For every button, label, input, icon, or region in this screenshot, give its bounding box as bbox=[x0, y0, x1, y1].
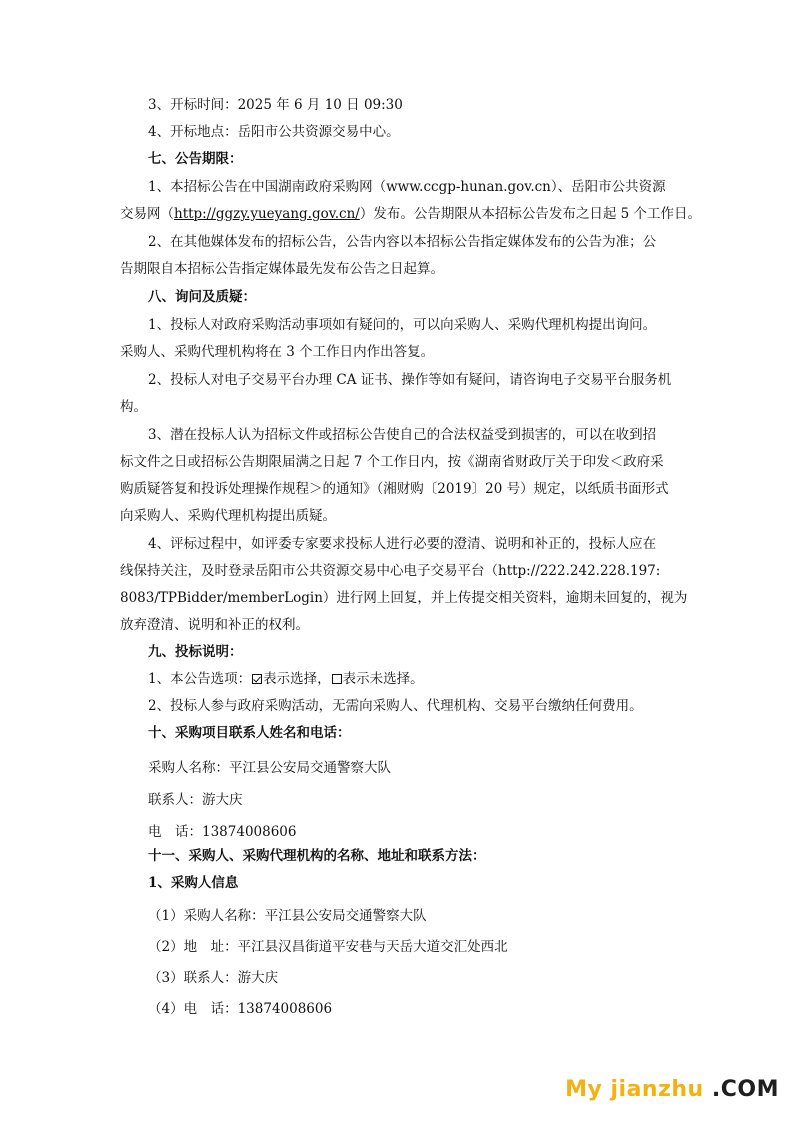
section-8-para2-line2: 构。 bbox=[120, 399, 147, 415]
section-8-para2-line1: 2、投标人对电子交易平台办理 CA 证书、操作等如有疑问，请咨询电子交易平台服务机 bbox=[148, 372, 672, 388]
section-11-heading: 十一、采购人、采购代理机构的名称、地址和联系方法： bbox=[148, 848, 486, 864]
section-7-para1-line2 bbox=[120, 205, 701, 223]
section-8-heading: 八、询问及质疑： bbox=[148, 289, 256, 305]
para-text: 交易网（ bbox=[120, 206, 174, 222]
section-9-para2: 2、投标人参与政府采购活动，无需向采购人、代理机构、交易平台缴纳任何费用。 bbox=[148, 698, 643, 714]
site-watermark bbox=[565, 1077, 779, 1102]
para-text: 1、本公告选项： bbox=[148, 671, 252, 687]
section-8-para3-line4: 向采购人、采购代理机构提出质疑。 bbox=[120, 508, 336, 524]
section-8-para1-line2: 采购人、采购代理机构将在 3 个工作日内作出答复。 bbox=[120, 344, 435, 360]
section-9-heading: 九、投标说明： bbox=[148, 644, 243, 660]
bid-opening-location: 4、开标地点：岳阳市公共资源交易中心。 bbox=[148, 124, 400, 140]
buyer-info-phone: （4）电 话：13874008606 bbox=[148, 1001, 333, 1017]
para-text: ）发布。公告期限从本招标公告发布之日起 5 个工作日。 bbox=[359, 206, 702, 222]
contact-phone: 电 话：13874008606 bbox=[148, 824, 297, 840]
section-8-para4-line3: 8083/TPBidder/memberLogin）进行网上回复，并上传提交相关资料，逾期未回复的，视为 bbox=[120, 590, 688, 606]
unchecked-box-icon bbox=[332, 674, 342, 684]
section-7-para2-line1: 2、在其他媒体发布的招标公告，公告内容以本招标公告指定媒体发布的公告为准；公 bbox=[148, 234, 657, 250]
para-text: 表示未选择。 bbox=[342, 671, 424, 687]
watermark-part2: .COM bbox=[703, 1077, 779, 1102]
section-8-para4-line2: 线保持关注，及时登录岳阳市公共资源交易中心电子交易平台（http://222.242.228.197: bbox=[120, 563, 661, 579]
section-11-sub1-heading: 1、采购人信息 bbox=[148, 875, 239, 891]
section-10-heading: 十、采购项目联系人姓名和电话： bbox=[148, 725, 351, 741]
checked-box-icon bbox=[252, 674, 262, 684]
section-8-para3-line1: 3、潜在投标人认为招标文件或招标公告使自己的合法权益受到损害的，可以在收到招 bbox=[148, 427, 657, 443]
section-8-para1-line1: 1、投标人对政府采购活动事项如有疑问的，可以向采购人、采购代理机构提出询问。 bbox=[148, 317, 657, 333]
buyer-info-address: （2）地 址：平江县汉昌街道平安巷与天岳大道交汇处西北 bbox=[148, 939, 508, 955]
ggzy-link[interactable]: http://ggzy.yueyang.gov.cn/ bbox=[174, 206, 360, 222]
bid-opening-time: 3、开标时间：2025 年 6 月 10 日 09:30 bbox=[148, 97, 403, 113]
contact-buyer-name: 采购人名称：平江县公安局交通警察大队 bbox=[148, 760, 391, 776]
section-8-para3-line2: 标文件之日或招标公告期限届满之日起 7 个工作日内，按《湖南省财政厅关于印发＜政府采 bbox=[120, 454, 664, 470]
contact-person: 联系人：游大庆 bbox=[148, 792, 243, 808]
section-8-para4-line4: 放弃澄清、说明和补正的权利。 bbox=[120, 617, 309, 633]
buyer-info-contact: （3）联系人：游大庆 bbox=[148, 970, 279, 986]
section-8-para3-line3: 购质疑答复和投诉处理操作规程＞的通知》（湘财购〔2019〕20 号）规定，以纸质书面形式 bbox=[120, 481, 669, 497]
watermark-part1: My jianzhu bbox=[565, 1077, 704, 1102]
section-9-para1 bbox=[148, 670, 424, 688]
section-7-para2-line2: 告期限自本招标公告指定媒体最先发布公告之日起算。 bbox=[120, 261, 444, 277]
section-7-para1-line1: 1、本招标公告在中国湖南政府采购网（www.ccgp-hunan.gov.cn）、岳阳市公共资源 bbox=[148, 179, 666, 195]
buyer-info-name: （1）采购人名称：平江县公安局交通警察大队 bbox=[148, 908, 427, 924]
para-text: 表示选择， bbox=[263, 671, 331, 687]
section-7-heading: 七、公告期限： bbox=[148, 151, 243, 167]
section-8-para4-line1: 4、评标过程中，如评委专家要求投标人进行必要的澄清、说明和补正的，投标人应在 bbox=[148, 536, 657, 552]
